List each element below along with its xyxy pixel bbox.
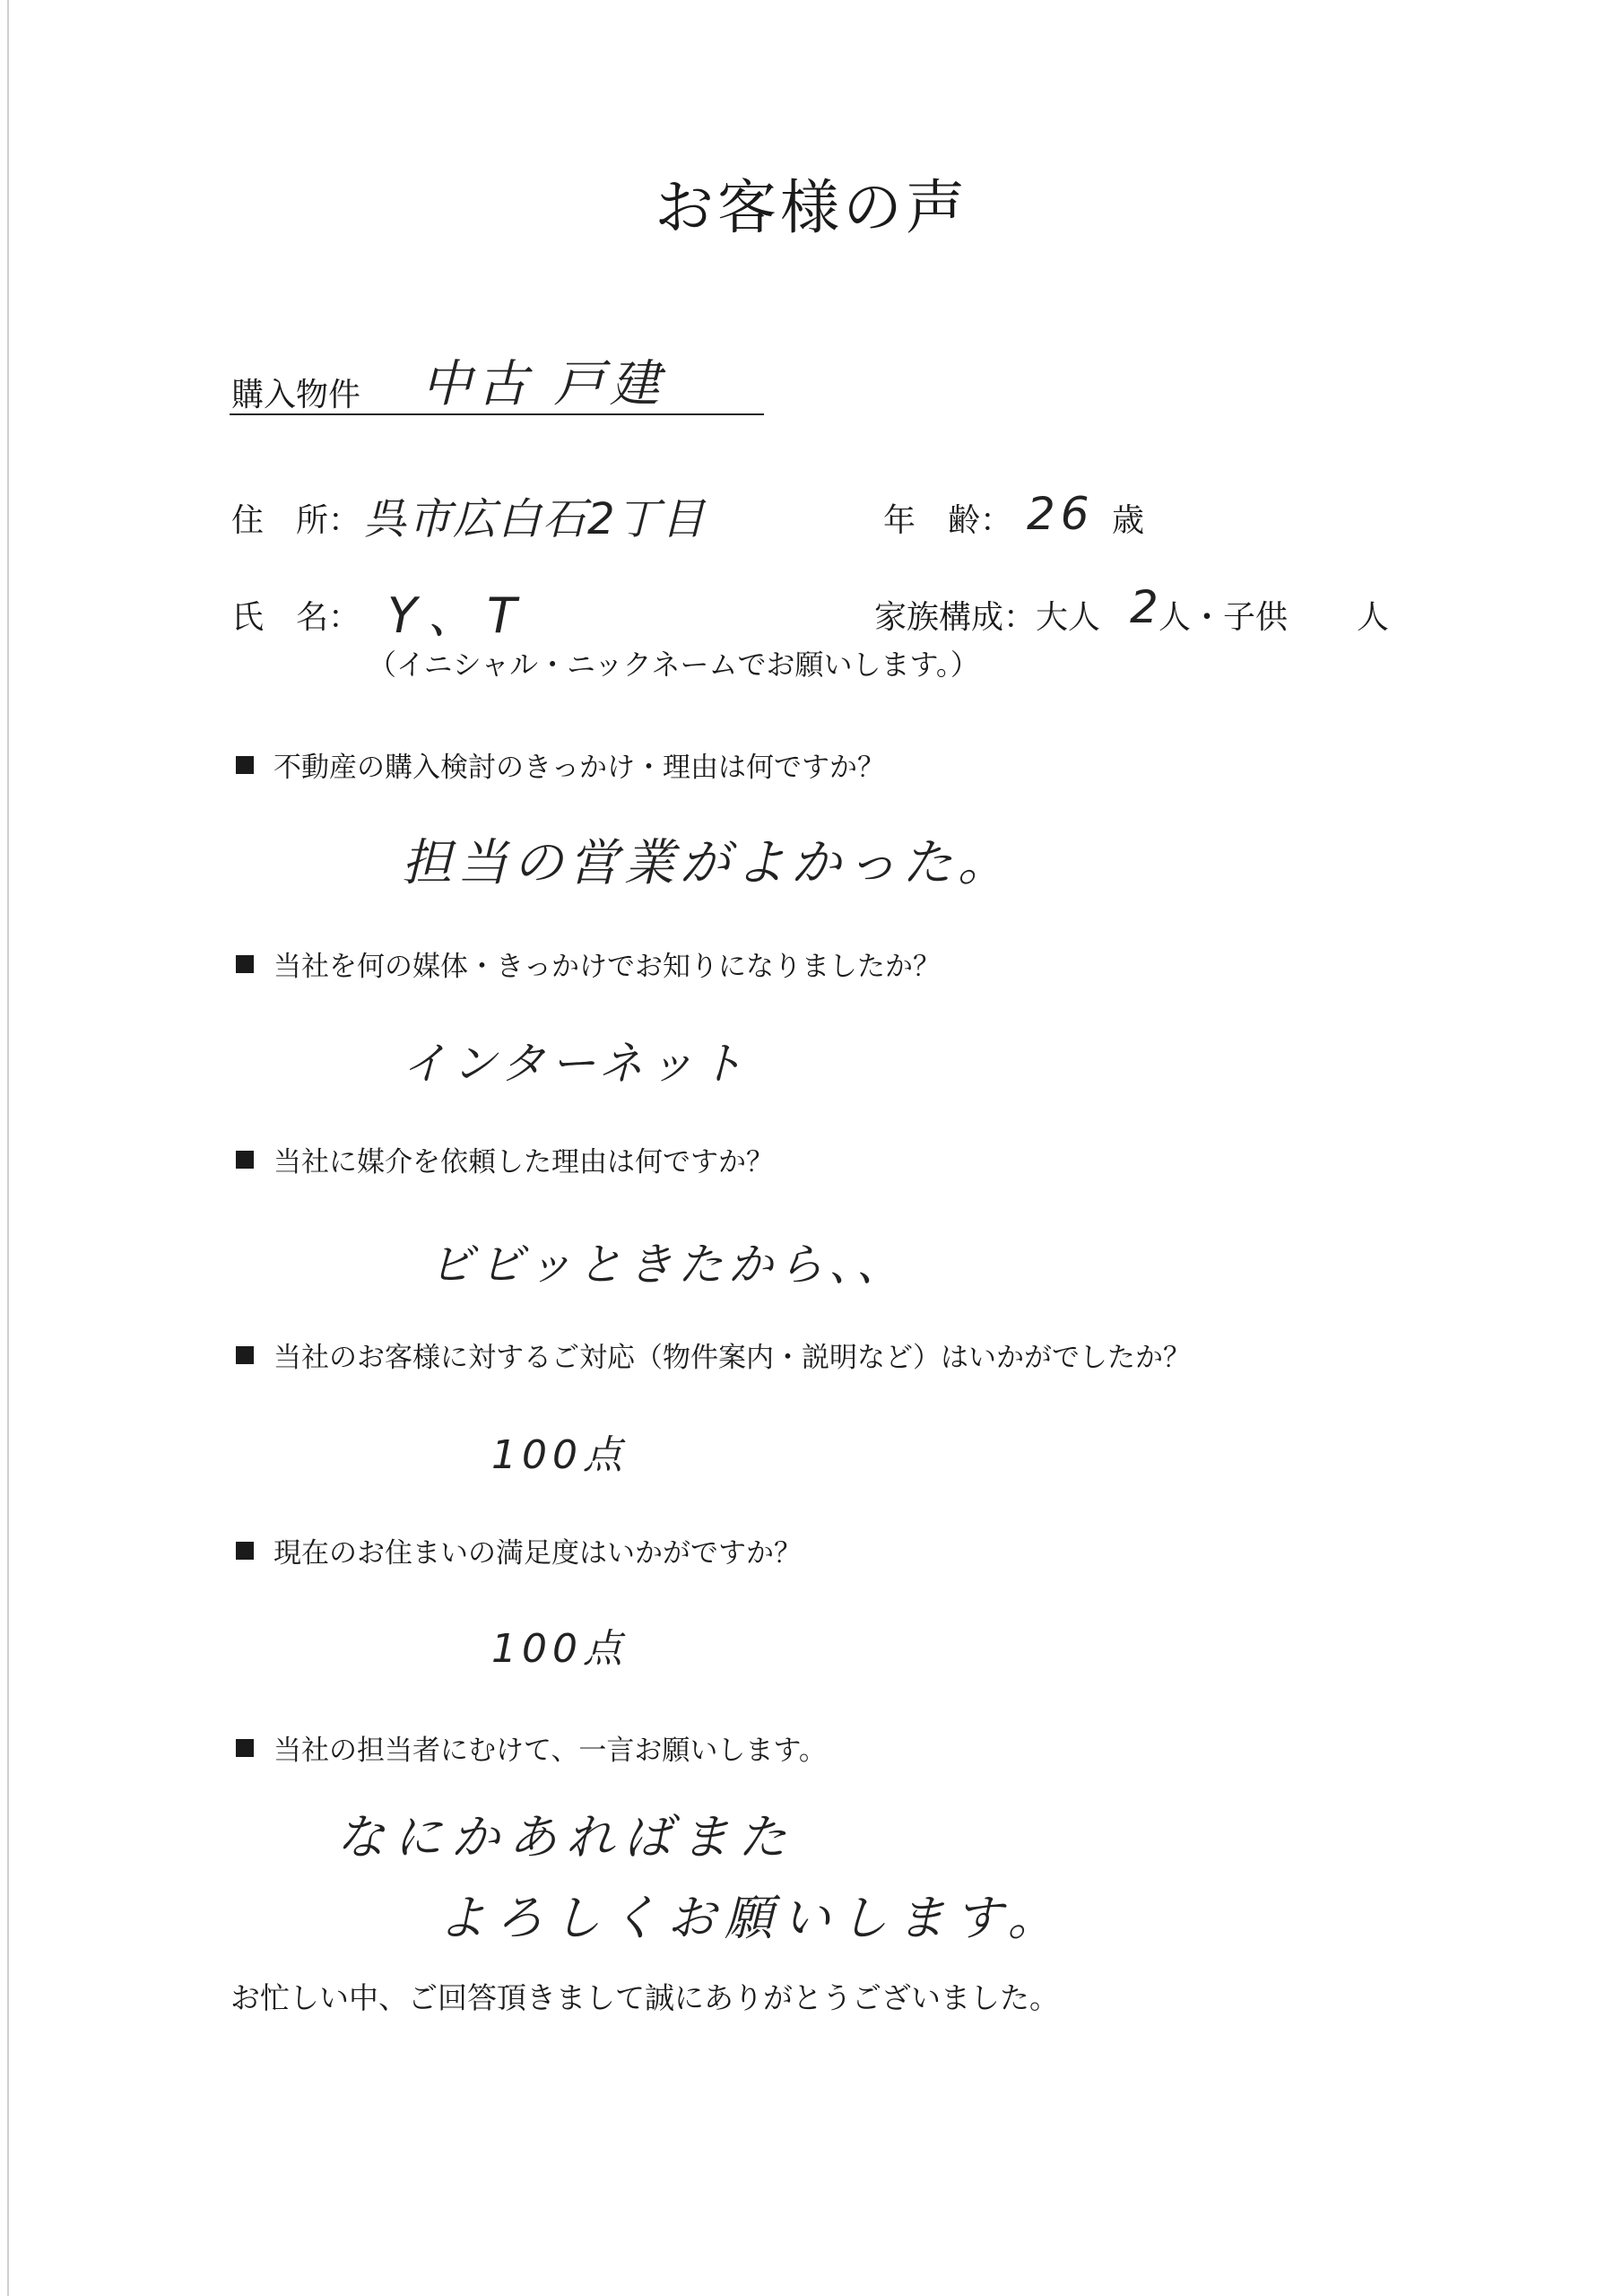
age-value: 26	[1027, 488, 1095, 540]
name-note: （イニシャル・ニックネームでお願いします。）	[368, 648, 979, 682]
closing-message: お忙しい中、ご回答頂きまして誠にありがとうございました。	[230, 1980, 1059, 2015]
question-5	[236, 1530, 802, 1570]
bullet-square-icon	[236, 1739, 254, 1757]
question-text: 当社を何の媒体・きっかけでお知りになりましたか？	[273, 951, 941, 983]
answer-6-line-1: なにかあればまた	[336, 1809, 795, 1866]
bullet-square-icon	[236, 955, 254, 973]
question-text: 不動産の購入検討のきっかけ・理由は何ですか？	[273, 752, 885, 784]
question-6	[236, 1727, 827, 1768]
question-1	[236, 744, 885, 785]
question-text: 現在のお住まいの満足度はいかがですか？	[273, 1537, 802, 1570]
question-2	[236, 944, 941, 984]
bullet-square-icon	[236, 756, 254, 774]
property-label: 購入物件	[231, 377, 361, 413]
question-text: 当社に媒介を依頼した理由は何ですか？	[273, 1146, 774, 1178]
family-adults-unit: 人・子供	[1159, 599, 1289, 636]
answer-1: 担当の営業がよかった。	[402, 834, 1013, 892]
property-value: 中古 戸建	[421, 355, 665, 413]
family-adults: 2	[1130, 581, 1164, 633]
age-unit: 歳	[1112, 502, 1145, 539]
family-children-unit: 人	[1357, 599, 1390, 636]
age-label: 年 齢：	[883, 502, 1013, 539]
name-label: 氏 名：	[231, 599, 361, 636]
page-title: お客様の声	[655, 173, 968, 242]
answer-2: インターネット	[402, 1038, 750, 1090]
answer-4: 100点	[491, 1432, 628, 1478]
bullet-square-icon	[236, 1542, 254, 1560]
question-text: 当社のお客様に対するご対応（物件案内・説明など）はいかがでしたか？	[273, 1342, 1191, 1374]
address-label: 住 所：	[231, 502, 361, 539]
bullet-square-icon	[236, 1151, 254, 1169]
question-text: 当社の担当者にむけて、一言お願いします。	[273, 1735, 827, 1767]
question-3	[236, 1139, 774, 1179]
property-underline	[230, 413, 764, 415]
name-value: Y、T	[387, 587, 527, 644]
family-label: 家族構成：大人	[874, 599, 1101, 636]
question-4	[236, 1335, 1191, 1375]
bullet-square-icon	[236, 1346, 254, 1364]
scan-edge	[7, 0, 9, 2296]
address-value: 呉市広白石2丁目	[363, 494, 707, 544]
answer-5: 100点	[491, 1626, 628, 1672]
answer-3: ビビッときたから、、	[429, 1239, 907, 1291]
answer-6-line-2: よろしくお願いします。	[438, 1890, 1065, 1946]
